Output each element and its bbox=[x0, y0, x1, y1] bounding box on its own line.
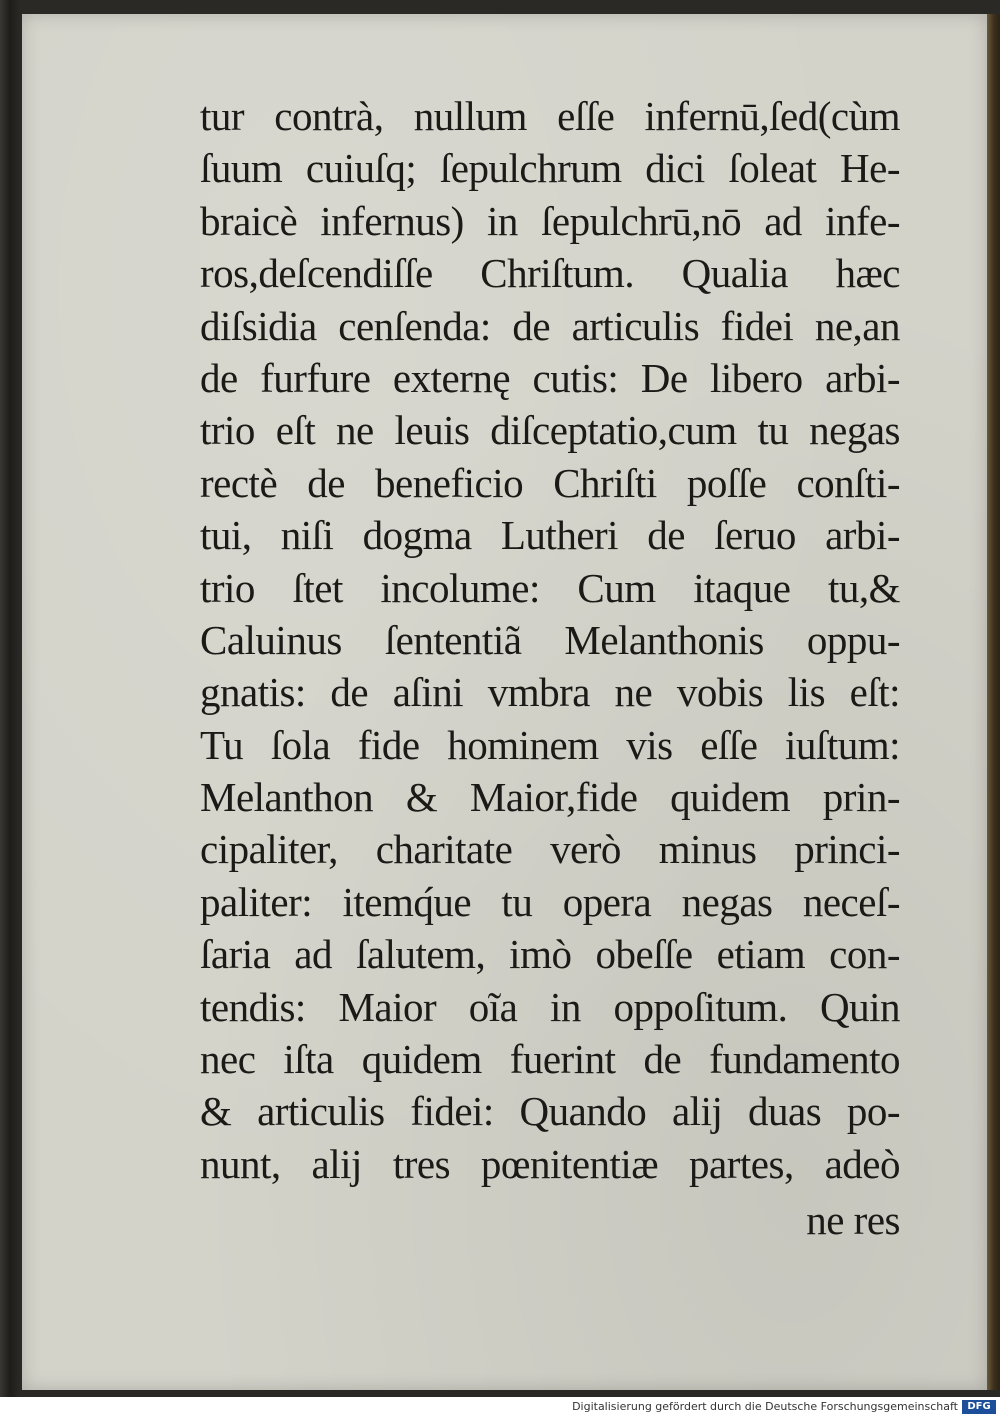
text-line: nec iſta quidem fuerint de fundamento bbox=[200, 1036, 900, 1083]
book-page bbox=[22, 14, 987, 1390]
catchword: ne res bbox=[806, 1197, 900, 1244]
text-line: tendis: Maior oĩa in oppoſitum. Quin bbox=[200, 983, 900, 1030]
text-line: & articulis fidei: Quando alij duas po- bbox=[200, 1088, 900, 1135]
page-edge bbox=[987, 14, 1000, 1390]
text-line: Melanthon & Maior,fide quidem prin- bbox=[200, 774, 900, 821]
text-line: paliter: itemq́ue tu opera negas neceſ- bbox=[200, 878, 900, 925]
text-line: nunt, alij tres pœnitentiæ partes, adeò bbox=[200, 1140, 900, 1187]
text-line: ſaria ad ſalutem, imò obeſſe etiam con- bbox=[200, 931, 900, 978]
text-line: diſsidia cenſenda: de articulis fidei ne,an bbox=[200, 302, 900, 349]
text-line: trio eſt ne leuis diſceptatio,cum tu negas bbox=[200, 407, 900, 454]
text-line: tui, niſi dogma Lutheri de ſeruo arbi- bbox=[200, 512, 900, 559]
text-line: trio ſtet incolume: Cum itaque tu,& bbox=[200, 564, 900, 611]
text-block bbox=[200, 90, 900, 1247]
text-line: rectè de beneficio Chriſti poſſe conſti- bbox=[200, 459, 900, 506]
text-line: ſuum cuiuſq; ſepulchrum dici ſoleat He- bbox=[200, 145, 900, 192]
dfg-logo-icon: DFG bbox=[962, 1400, 996, 1414]
text-line: Caluinus ſententiã Melanthonis oppu- bbox=[200, 616, 900, 663]
text-line: Tu ſola fide hominem vis eſſe iuſtum: bbox=[200, 721, 900, 768]
funding-credit: Digitalisierung gefördert durch die Deutsche Forschungsgemeinschaft bbox=[572, 1400, 958, 1413]
text-line: tur contrà, nullum eſſe infernū,ſed(cùm bbox=[200, 93, 900, 139]
text-line: ros,deſcendiſſe Chriſtum. Qualia hæc bbox=[200, 250, 900, 297]
text-line: cipaliter, charitate verò minus princi- bbox=[200, 826, 900, 873]
text-line: gnatis: de aſini vmbra ne vobis lis eſt: bbox=[200, 669, 900, 716]
text-line: braicè infernus) in ſepulchrū,nō ad infe- bbox=[200, 197, 900, 244]
text-line: de furfure externę cutis: De libero arbi- bbox=[200, 354, 900, 401]
footer-bar bbox=[0, 1397, 1000, 1417]
